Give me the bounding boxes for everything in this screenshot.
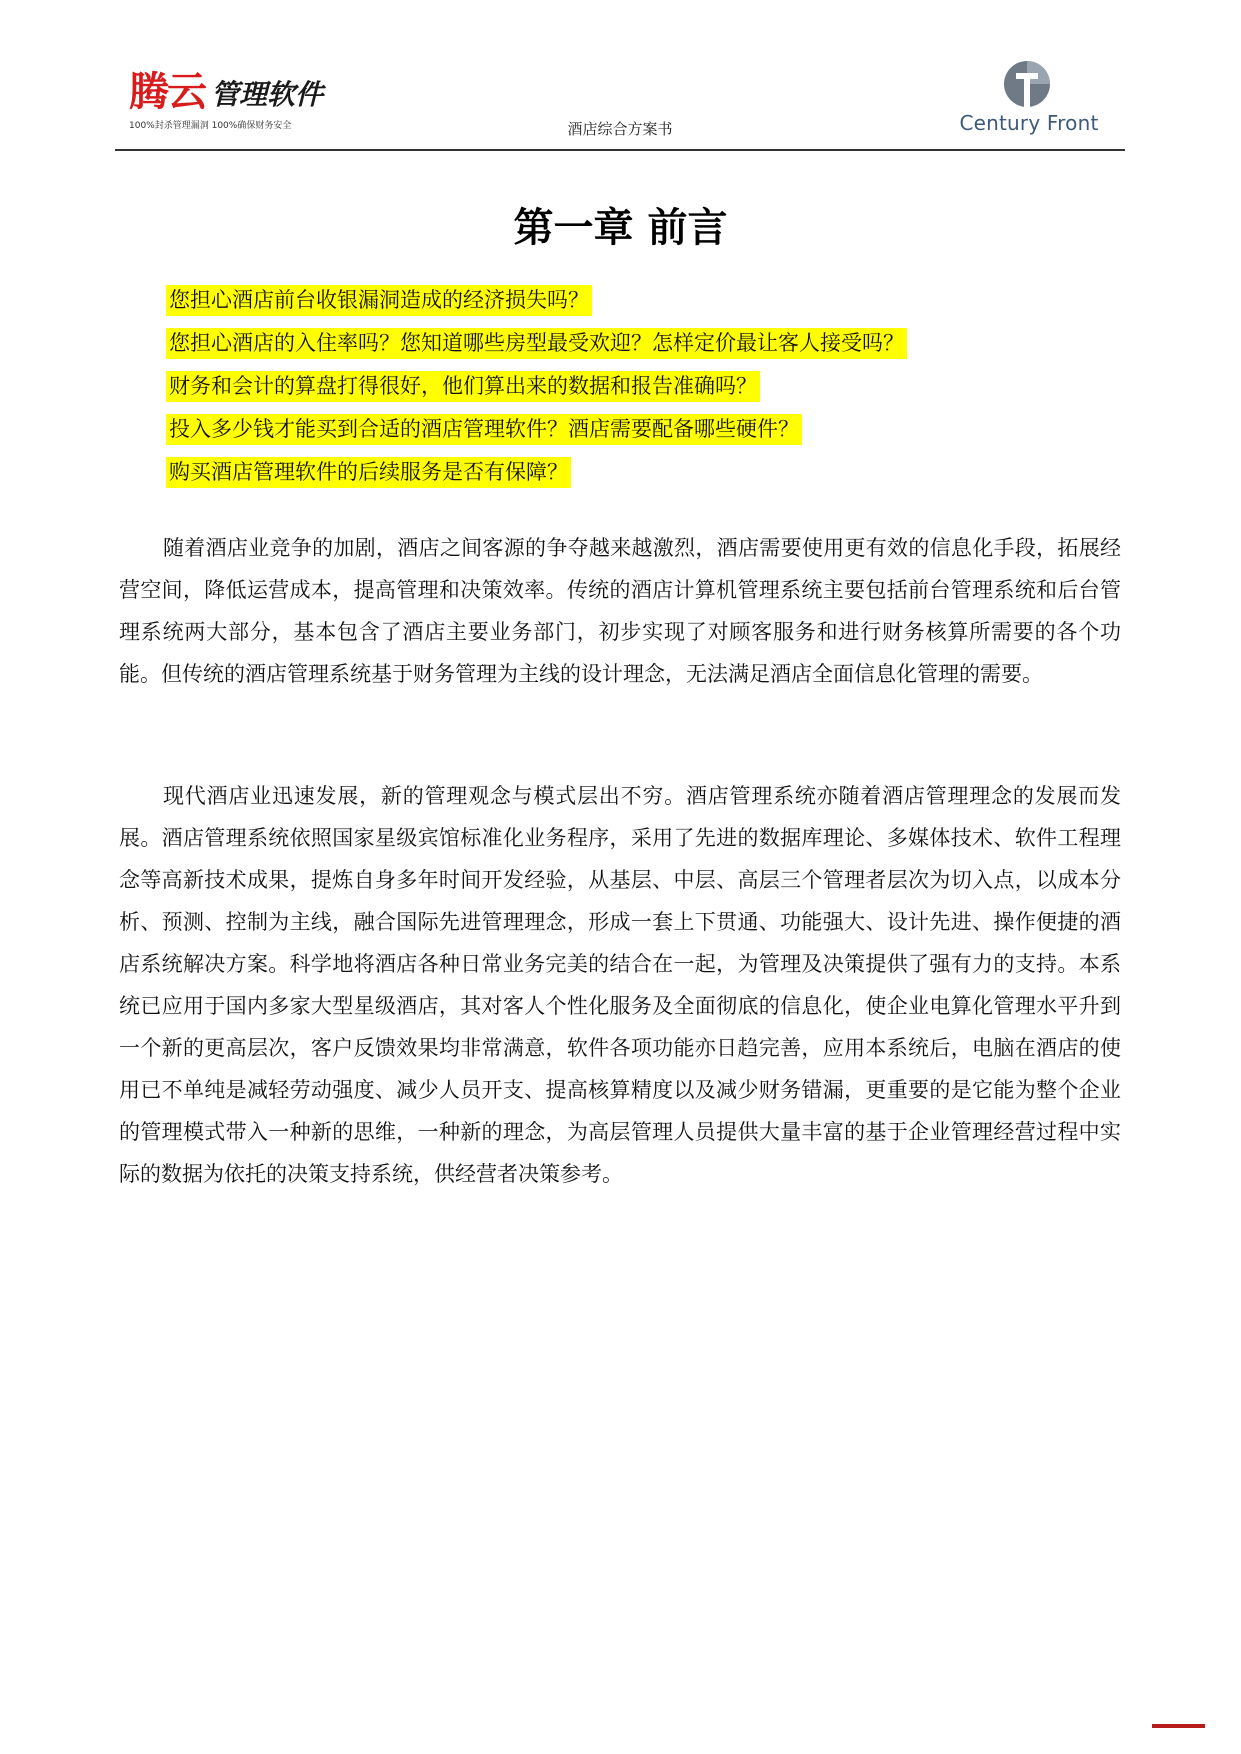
century-front-wordmark: Century Front <box>959 111 1099 135</box>
tengyun-brand <box>129 65 323 115</box>
century-front-emblem-icon <box>1002 59 1052 109</box>
question-item <box>166 283 907 326</box>
document-header-title: 酒店综合方案书 <box>567 120 673 138</box>
question-text: 购买酒店管理软件的后续服务是否有保障？ <box>166 457 571 488</box>
intro-paragraph: 随着酒店业竞争的加剧，酒店之间客源的争夺越来越激烈，酒店需要使用更有效的信息化手段，拓展经营空间，降低运营成本，提高管理和决策效率。传统的酒店计算机管理系统主要包括前台管理系统和后台管理系统两大部分，基本包含了酒店主要业务部门，初步实现了对顾客服务和进行财务核算所需要的各个功能。但传统的酒店管理系统基于财务管理为主线的设计理念，无法满足酒店全面信息化管理的需要。 <box>119 536 1121 686</box>
page-corner-mark <box>1152 1724 1205 1728</box>
question-item <box>166 455 907 498</box>
highlighted-questions <box>166 283 907 498</box>
century-front-logo <box>949 59 1109 139</box>
question-item <box>166 412 907 455</box>
brand-slogan: 100%封杀管理漏洞 100%确保财务安全 <box>129 121 292 131</box>
brand-name-red: 腾云 <box>129 69 205 115</box>
page-header <box>115 55 1125 151</box>
question-item <box>166 369 907 412</box>
chapter-title: 第一章 前言 <box>513 204 728 251</box>
question-item <box>166 326 907 369</box>
question-text: 您担心酒店的入住率吗？您知道哪些房型最受欢迎？怎样定价最让客人接受吗？ <box>166 328 907 359</box>
question-text: 财务和会计的算盘打得很好，他们算出来的数据和报告准确吗？ <box>166 371 760 402</box>
brand-name-black: 管理软件 <box>211 78 324 111</box>
header-divider <box>115 149 1125 151</box>
question-text: 您担心酒店前台收银漏洞造成的经济损失吗？ <box>166 285 592 316</box>
question-text: 投入多少钱才能买到合适的酒店管理软件？酒店需要配备哪些硬件？ <box>166 414 802 445</box>
system-overview-paragraph: 现代酒店业迅速发展，新的管理观念与模式层出不穷。酒店管理系统亦随着酒店管理理念的发展而发展。酒店管理系统依照国家星级宾馆标准化业务程序，采用了先进的数据库理论、多媒体技术、软件工程理念等高新技术成果，提炼自身多年时间开发经验，从基层、中层、高层三个管理者层次为切入点，以成本分析、预测、控制为主线，融合国际先进管理理念，形成一套上下贯通、功能强大、设计先进、操作便捷的酒店系统解决方案。科学地将酒店各种日常业务完美的结合在一起，为管理及决策提供了强有力的支持。本系统已应用于国内多家大型星级酒店，其对客人个性化服务及全面彻底的信息化，使企业电算化管理水平升到一个新的更高层次，客户反馈效果均非常满意，软件各项功能亦日趋完善，应用本系统后，电脑在酒店的使用已不单纯是减轻劳动强度、减少人员开支、提高核算精度以及减少财务错漏，更重要的是它能为整个企业的管理模式带入一种新的思维，一种新的理念，为高层管理人员提供大量丰富的基于企业管理经营过程中实际的数据为依托的决策支持系统，供经营者决策参考。 <box>119 784 1121 1186</box>
